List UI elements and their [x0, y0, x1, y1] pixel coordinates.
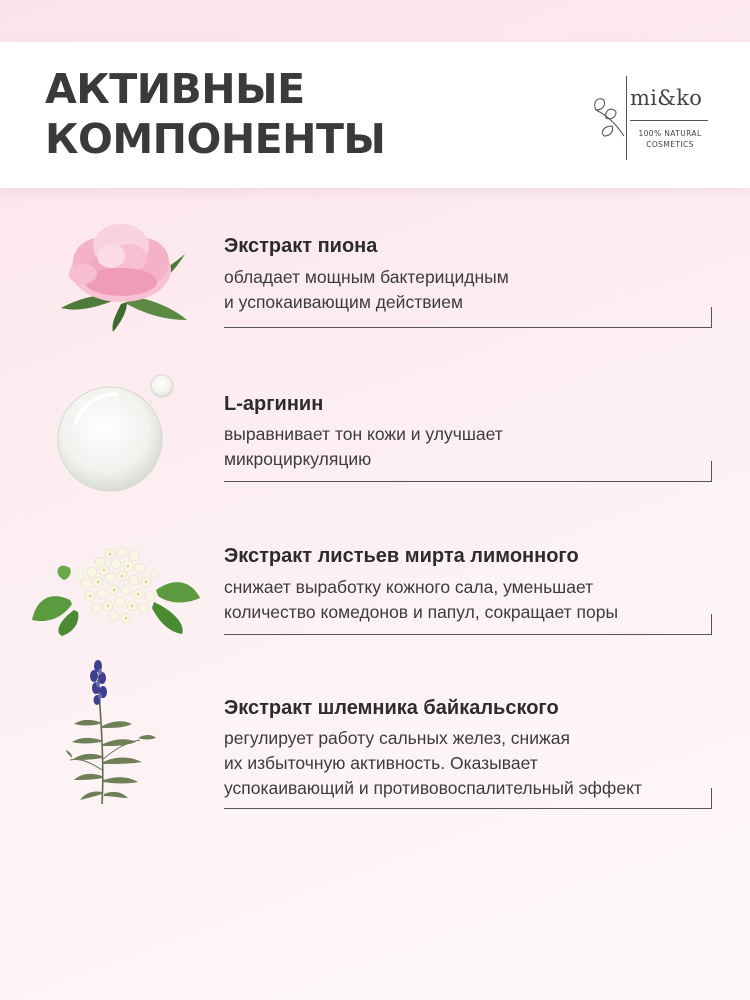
logo-tagline-line-1: 100% NATURAL	[638, 129, 702, 138]
skullcap-herb-image	[66, 660, 162, 806]
ingredient-name: Экстракт шлемника байкальского	[224, 697, 559, 719]
ingredient-description-line: их избыточную активность. Оказывает	[224, 753, 538, 773]
page-title	[45, 64, 385, 164]
header-band	[0, 42, 750, 188]
logo-divider-horizontal	[630, 120, 708, 121]
ingredient-name: Экстракт пиона	[224, 235, 378, 257]
ingredient-description-line: количество комедонов и папул, сокращает поры	[224, 602, 619, 622]
gel-droplet-image	[52, 372, 182, 494]
ingredient-description-line: обладает мощным бактерицидным	[224, 267, 509, 287]
brand-logo	[590, 76, 720, 162]
ingredient-name: L-аргинин	[224, 393, 324, 415]
logo-tagline-line-2: COSMETICS	[646, 140, 694, 149]
ingredient-description-line: микроциркуляцию	[224, 449, 372, 469]
ingredient-description-line: выравнивает тон кожи и улучшает	[224, 424, 503, 444]
ingredient-description-line: успокаивающий и противовоспалительный эффект	[224, 778, 642, 798]
ingredient-name: Экстракт листьев мирта лимонного	[224, 545, 579, 567]
ingredient-description-line: снижает выработку кожного сала, уменьшает	[224, 577, 594, 597]
leaf-sprig-icon	[590, 90, 626, 138]
divider-bracket	[224, 788, 712, 809]
logo-tagline	[630, 128, 710, 150]
ingredient-description-line: и успокаивающим действием	[224, 292, 464, 312]
divider-bracket	[224, 307, 712, 328]
divider-bracket	[224, 614, 712, 635]
ingredient-description-line: регулирует работу сальных желез, снижая	[224, 728, 570, 748]
logo-brand-name: mi&ko	[630, 86, 703, 110]
divider-bracket	[224, 461, 712, 482]
page-title-line-1: АКТИВНЫЕ	[45, 65, 305, 113]
page-title-line-2: КОМПОНЕНТЫ	[45, 115, 386, 163]
white-blossom-image	[30, 540, 202, 636]
logo-divider-vertical	[626, 76, 627, 160]
peony-flower-image	[55, 212, 195, 332]
